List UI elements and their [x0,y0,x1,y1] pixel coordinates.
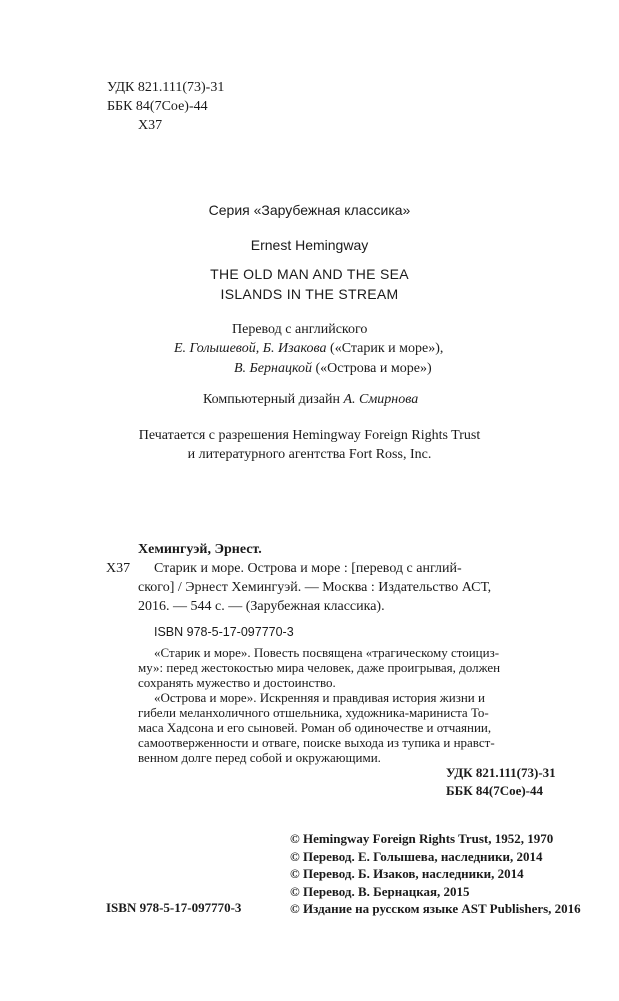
catalog-entry-line-3: 2016. — 544 с. — (Зарубежная классика). [138,599,385,614]
title-islands: ISLANDS IN THE STREAM [220,286,399,302]
catalog-entry-line-2: ского] / Эрнест Хемингуэй. — Москва : Издательство АСТ, [138,580,492,595]
catalog-bbk: ББК 84(7Сое)-44 [446,783,544,798]
footer-isbn: ISBN 978-5-17-097770-3 [106,900,242,915]
catalog-heading: Хемингуэй, Эрнест. [138,542,262,557]
annotation-old-man [138,645,560,690]
copyright-line: © Перевод. Б. Изаков, наследники, 2014 [290,866,524,882]
author-en: Ernest Hemingway [250,237,369,253]
copyright-line: © Перевод. В. Бернацкая, 2015 [290,883,470,899]
annotation-line: гибели меланхоличного отшельника, художника-мариниста То- [138,705,489,720]
copyright-line: © Hemingway Foreign Rights Trust, 1952, 1970 [290,831,554,846]
annotation-line: маса Хадсона и его сыновей. Роман об одиночестве и отчаянии, [138,720,492,735]
translation-intro: Перевод с английского [232,322,368,337]
annotation-line: самоотверженности и отваге, поиске выхода из тупика и нравст- [138,735,495,750]
translators-line-1 [174,341,443,357]
copyright-line: © Издание на русском языке AST Publishers, 2016 [290,901,581,917]
catalog-code: Х37 [106,561,131,576]
bbk-top: ББК 84(7Сое)-44 [107,99,208,114]
translator-1-work: («Старик и море»), [326,341,444,356]
translators-line-2 [234,361,432,377]
translator-2-name: В. Бернацкой [234,361,312,376]
copyright-line: © Перевод. Е. Голышева, наследники, 2014 [290,848,543,864]
permission-line-1: Печатается с разрешения Hemingway Foreign Rights Trust [138,428,481,443]
annotation-line: сохранять мужество и достоинство. [138,675,336,690]
annotation-line: «Острова и море». Искренняя и правдивая история жизни и [154,690,485,705]
catalog-udk: УДК 821.111(73)-31 [446,765,556,780]
title-old-man: THE OLD MAN AND THE SEA [210,266,409,282]
design-credit [203,392,418,408]
annotation-line: му»: перед жестокостью мира человек, даже проигрывая, должен [138,660,501,675]
catalog-entry-line-1: Старик и море. Острова и море : [перевод с англий- [154,561,462,576]
annotation-islands [138,690,560,765]
translator-2-work: («Острова и море») [311,361,432,376]
catalog-isbn: ISBN 978-5-17-097770-3 [154,625,294,639]
udk-top: УДК 821.111(73)-31 [107,80,225,95]
translator-1-names: Е. Голышевой, Б. Изакова [174,341,327,356]
permission-line-2: и литературного агентства Fort Ross, Inc. [187,447,432,462]
annotation-line: «Старик и море». Повесть посвящена «трагическому стоициз- [154,645,500,660]
design-name: А. Смирнова [343,392,419,407]
copyright-block [290,830,581,918]
design-prefix: Компьютерный дизайн [203,392,344,407]
author-code-top: Х37 [138,118,163,133]
annotation-line: венном долге перед собой и окружающими. [138,750,381,765]
series-line: Серия «Зарубежная классика» [208,202,411,218]
